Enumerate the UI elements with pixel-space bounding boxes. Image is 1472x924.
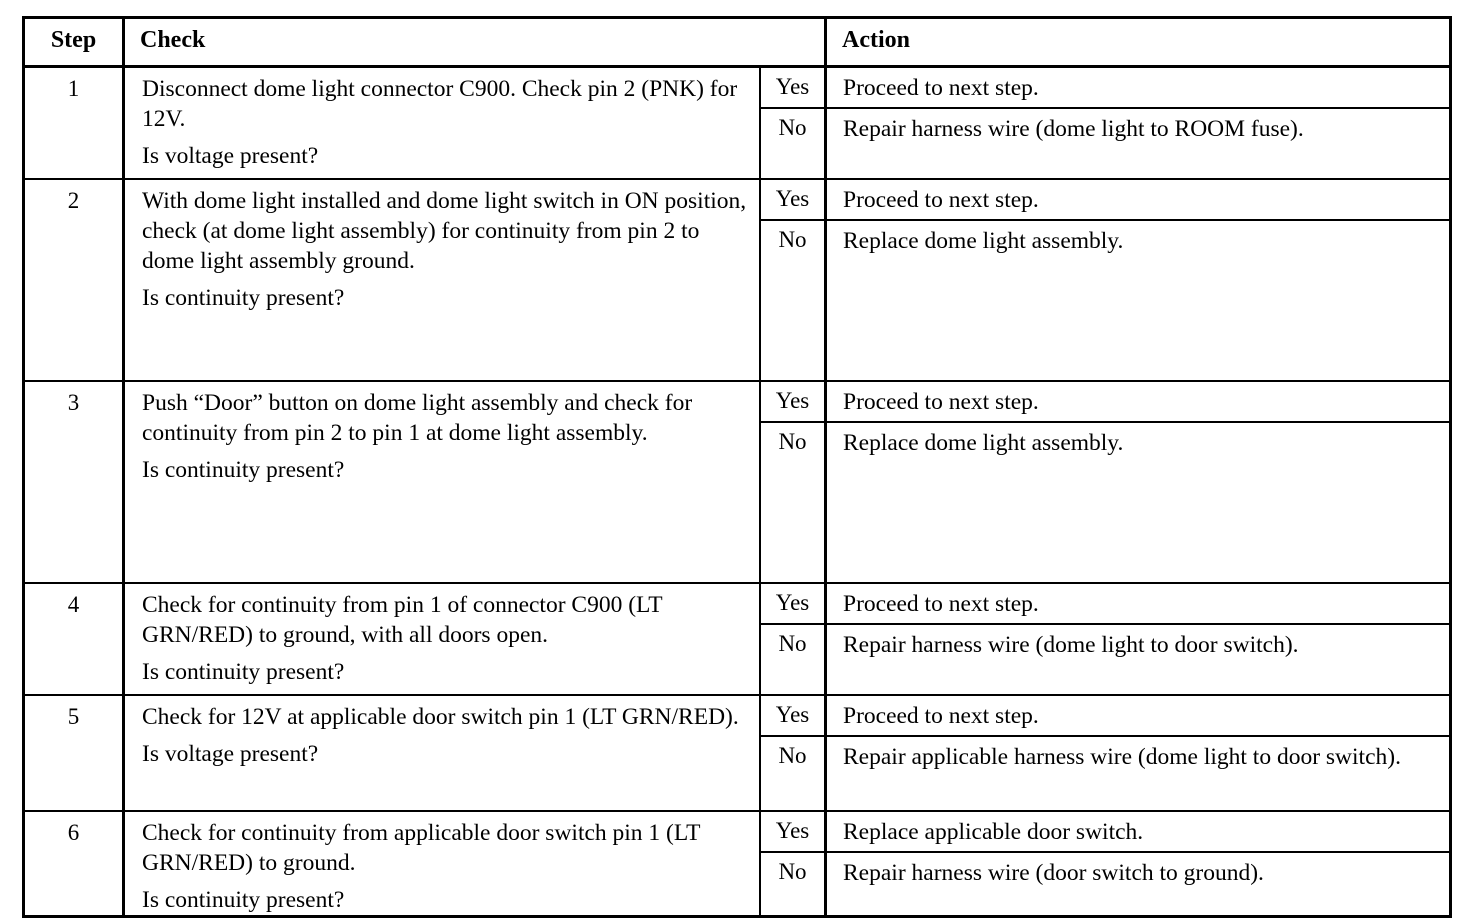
check-description: [125, 382, 761, 584]
check-description: [125, 696, 761, 812]
check-question: Is voltage present?: [142, 741, 319, 767]
yes-no-column: [761, 812, 827, 915]
yes-label: Yes: [761, 180, 824, 221]
check-description: [125, 68, 761, 180]
no-label: No: [778, 429, 807, 454]
step-number: 3: [25, 382, 125, 584]
no-action: Replace dome light assembly.: [843, 430, 1124, 456]
yes-no-column: [761, 180, 827, 382]
yes-label: Yes: [761, 696, 824, 737]
check-question: Is voltage present?: [142, 143, 319, 169]
no-label: No: [778, 859, 807, 884]
check-question: Is continuity present?: [142, 285, 345, 311]
no-action: Replace dome light assembly.: [843, 228, 1124, 254]
step-number: 4: [25, 584, 125, 696]
check-description: [125, 180, 761, 382]
no-label: No: [778, 631, 807, 656]
check-description: [125, 812, 761, 915]
no-action: Repair harness wire (door switch to ground).: [843, 860, 1264, 886]
check-text: Check for continuity from applicable door switch pin 1 (LT GRN/RED) to ground.: [142, 820, 701, 876]
yes-action: Proceed to next step.: [827, 696, 1449, 737]
yes-no-column: [761, 68, 827, 180]
no-label: No: [778, 227, 807, 252]
no-label: No: [778, 115, 807, 140]
step-number: 5: [25, 696, 125, 812]
yes-label: Yes: [761, 382, 824, 423]
check-question: Is continuity present?: [142, 457, 345, 483]
check-text: Disconnect dome light connector C900. Check pin 2 (PNK) for 12V.: [142, 76, 738, 132]
header-step: Step: [25, 19, 125, 68]
action-column: [827, 812, 1449, 915]
check-description: [125, 584, 761, 696]
check-text: Check for 12V at applicable door switch pin 1 (LT GRN/RED).: [142, 704, 739, 730]
yes-label: Yes: [761, 812, 824, 853]
yes-label: Yes: [761, 584, 824, 625]
check-text: With dome light installed and dome light switch in ON position, check (at dome light assembly) for continuity from pin 2 to dome light assembly ground.: [142, 188, 747, 274]
no-label: No: [778, 743, 807, 768]
yes-action: Proceed to next step.: [827, 180, 1449, 221]
no-action: Repair harness wire (dome light to ROOM fuse).: [843, 116, 1304, 142]
check-text: Check for continuity from pin 1 of connector C900 (LT GRN/RED) to ground, with all doors open.: [142, 592, 663, 648]
action-column: [827, 584, 1449, 696]
yes-no-column: [761, 696, 827, 812]
action-column: [827, 382, 1449, 584]
check-question: Is continuity present?: [142, 659, 345, 685]
header-action: Action: [827, 19, 1449, 68]
check-text: Push “Door” button on dome light assembly and check for continuity from pin 2 to pin 1 at dome light assembly.: [142, 390, 693, 446]
step-number: 2: [25, 180, 125, 382]
yes-action: Proceed to next step.: [827, 68, 1449, 109]
troubleshooting-table: [22, 16, 1452, 918]
yes-no-column: [761, 382, 827, 584]
header-check: Check: [125, 19, 827, 68]
no-action: Repair applicable harness wire (dome light to door switch).: [843, 744, 1401, 770]
action-column: [827, 180, 1449, 382]
no-action: Repair harness wire (dome light to door switch).: [843, 632, 1299, 658]
yes-action: Proceed to next step.: [827, 382, 1449, 423]
yes-action: Replace applicable door switch.: [827, 812, 1449, 853]
action-column: [827, 68, 1449, 180]
action-column: [827, 696, 1449, 812]
step-number: 1: [25, 68, 125, 180]
check-question: Is continuity present?: [142, 887, 345, 913]
yes-no-column: [761, 584, 827, 696]
yes-label: Yes: [761, 68, 824, 109]
yes-action: Proceed to next step.: [827, 584, 1449, 625]
step-number: 6: [25, 812, 125, 915]
